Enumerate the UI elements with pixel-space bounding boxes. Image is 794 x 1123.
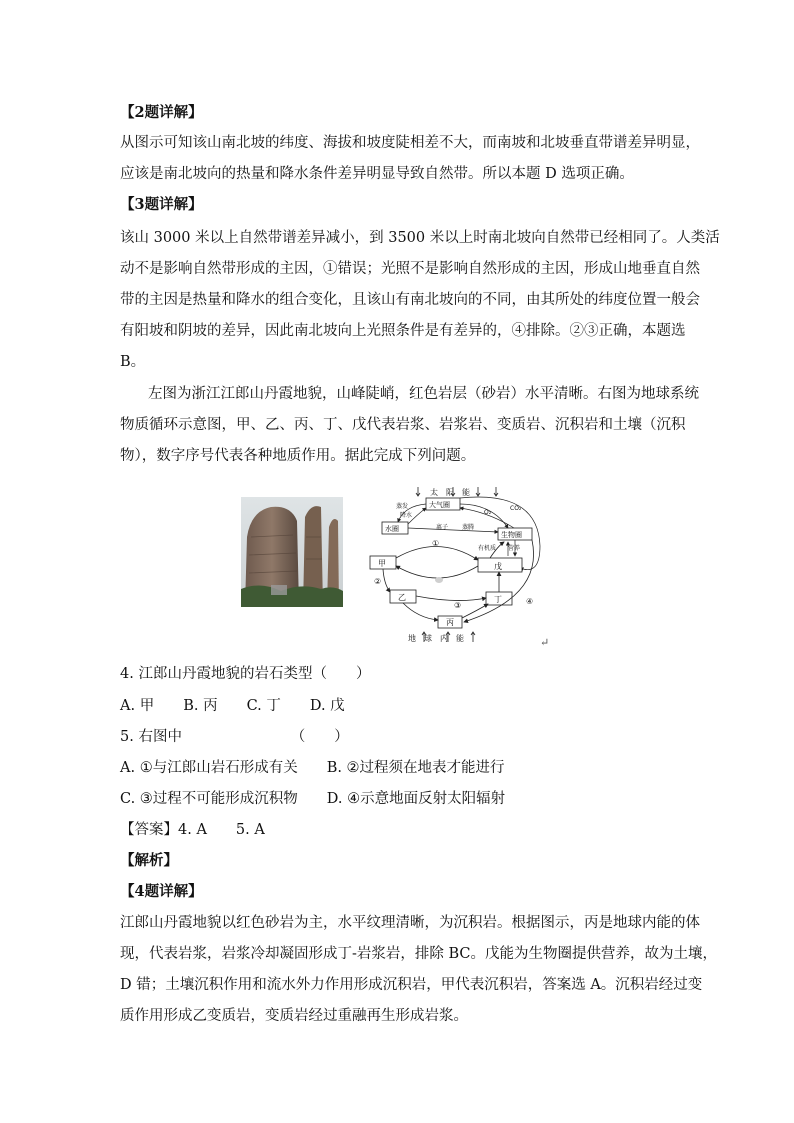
solar-energy-label: 太 阳 能	[430, 488, 470, 497]
process-2-label: ②	[374, 577, 382, 586]
q3-text-line-4: 有阳坡和阴坡的差异，因此南北坡向上光照条件是有差异的，④排除。②③正确，本题选	[120, 323, 686, 339]
o2-label: O₂	[484, 509, 492, 516]
ding-label: 丁	[494, 595, 502, 604]
internal-energy-label: 地 球 内 能	[408, 634, 464, 643]
material-cycle-diagram	[368, 486, 550, 644]
q4-text-line-2: 现，代表岩浆，岩浆冷却凝固形成丁-岩浆岩，排除 BC。戊能为生物圈提供营养，故为土壤，	[120, 946, 718, 962]
intro-line-3: 物），数字序号代表各种地质作用。据此完成下列问题。	[120, 448, 476, 464]
q5-options-ab: A. ①与江郎山岩石形成有关 B. ②过程须在地表才能进行	[120, 760, 505, 776]
yi-label: 乙	[398, 593, 406, 602]
q3-detail-heading: 【3题详解】	[120, 196, 203, 213]
q3-text-line-2: 动不是影响自然带形成的主因，①错误；光照不是影响自然形成的主因，形成山地垂直自然	[120, 261, 700, 277]
q3-text-line-5: B。	[120, 354, 146, 370]
transpiration-label: 蒸腾	[462, 524, 475, 531]
intro-line-2: 物质循环示意图，甲、乙、丙、丁、戊代表岩浆、岩浆岩、变质岩、沉积岩和土壤（沉积	[120, 417, 686, 433]
q2-detail-heading: 【2题详解】	[120, 104, 203, 121]
q3-text-line-1: 该山 3000 米以上自然带谱差异减小，到 3500 米以上时南北坡向自然带已经相同了。人类活	[120, 230, 720, 246]
atmosphere-label: 大气圈	[429, 501, 450, 509]
q4-text-line-4: 质作用形成乙变质岩，变质岩经过重融再生形成岩浆。	[120, 1008, 468, 1024]
q5-options-cd: C. ③过程不可能形成沉积物 D. ④示意地面反射太阳辐射	[120, 791, 506, 807]
danxia-landform-photo	[241, 497, 343, 607]
q4-text-line-1: 江郎山丹霞地貌以红色砂岩为主，水平纹理清晰，为沉积岩。根据图示，丙是地球内能的体	[120, 915, 700, 931]
evaporation-label: 蒸发	[396, 503, 409, 510]
q4-options: A. 甲 B. 丙 C. 丁 D. 戊	[120, 698, 345, 714]
analysis-heading: 【解析】	[120, 852, 178, 869]
bing-label: 丙	[446, 618, 454, 627]
precipitation-label: 降水	[400, 512, 413, 519]
q4-question: 4. 江郎山丹霞地貌的岩石类型（ ）	[120, 666, 371, 682]
return-mark: ↵	[540, 636, 550, 649]
process-4-label: ④	[526, 597, 534, 606]
q3-text-line-3: 带的主因是热量和降水的组合变化，且该山有南北坡向的不同，由其所处的纬度位置一般会	[120, 292, 700, 308]
process-1-label: ①	[432, 539, 440, 548]
q2-text-line-2: 应该是南北坡向的热量和降水条件差异明显导致自然带。所以本题 D 选项正确。	[120, 166, 634, 182]
answer-line: 【答案】4. A 5. A	[120, 822, 265, 838]
q2-text-line-1: 从图示可知该山南北坡的纬度、海拔和坡度陡相差不大，而南坡和北坡垂直带谱差异明显，	[120, 135, 700, 151]
ion-label: 离子	[436, 524, 449, 531]
organic-matter-label: 有机质	[478, 545, 497, 552]
q4-text-line-3: D 错；土壤沉积作用和流水外力作用形成沉积岩，甲代表沉积岩，答案选 A。沉积岩经过变	[120, 977, 703, 993]
jia-label: 甲	[378, 559, 386, 568]
q4-detail-heading: 【4题详解】	[120, 883, 203, 900]
co2-label: CO₂	[510, 505, 522, 512]
process-3-label: ③	[454, 601, 462, 610]
nutrient-label: 营养	[508, 545, 521, 552]
biosphere-label: 生物圈	[501, 531, 522, 539]
wu-label: 戊	[494, 562, 502, 571]
intro-line-1: 左图为浙江江郎山丹霞地貌，山峰陡峭，红色岩层（砂岩）水平清晰。右图为地球系统	[148, 386, 699, 402]
q5-question: 5. 右图中 （ ）	[120, 729, 349, 745]
blurred-mark	[435, 577, 443, 583]
hydrosphere-label: 水圈	[385, 525, 399, 533]
